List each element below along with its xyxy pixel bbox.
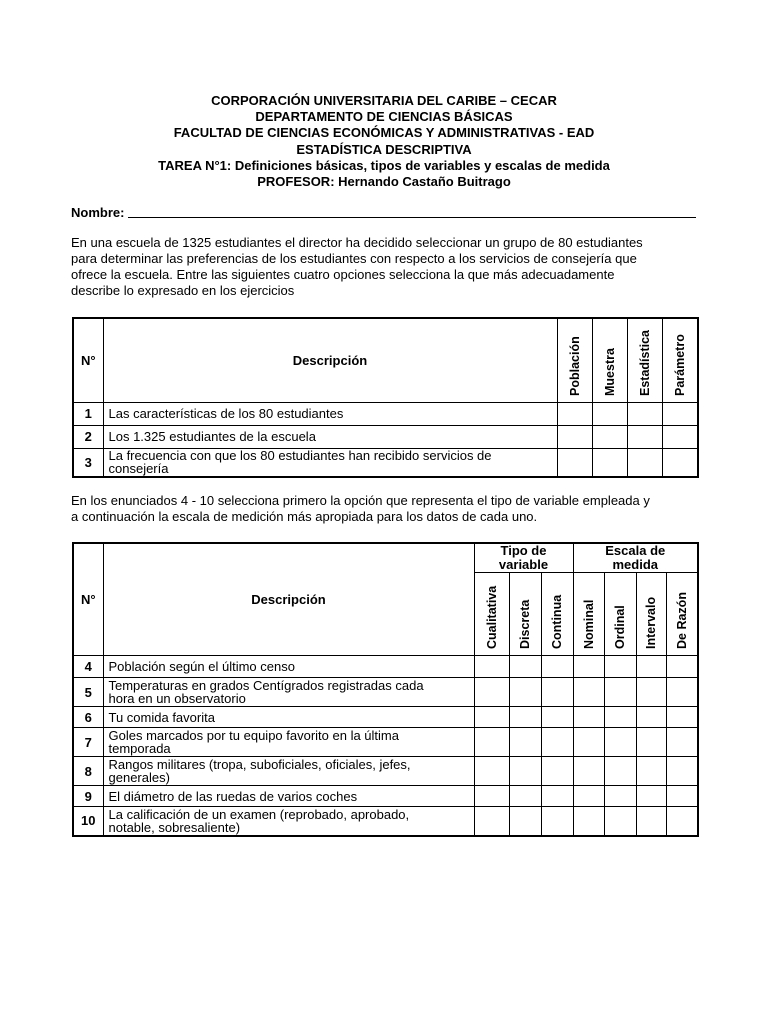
- paragraph-line: a continuación la escala de medición más apropiada para los datos de cada uno.: [71, 509, 538, 524]
- department-name: DEPARTAMENTO DE CIENCIAS BÁSICAS: [255, 109, 513, 125]
- answer-cell[interactable]: [604, 656, 636, 678]
- answer-cell[interactable]: [474, 678, 509, 707]
- name-field-row: [71, 202, 696, 220]
- table-row: [73, 425, 698, 448]
- table-row: [73, 678, 698, 707]
- answer-cell[interactable]: [604, 807, 636, 836]
- col-header-intervalo: [636, 573, 666, 656]
- answer-cell[interactable]: [509, 707, 541, 728]
- row-number: 7: [73, 728, 103, 757]
- answer-cell[interactable]: [557, 448, 592, 477]
- answer-cell[interactable]: [604, 707, 636, 728]
- table-row: [73, 728, 698, 757]
- group-label-line: medida: [612, 557, 658, 572]
- answer-cell[interactable]: [627, 448, 662, 477]
- answer-cell[interactable]: [509, 728, 541, 757]
- row-number: 5: [73, 678, 103, 707]
- answer-cell[interactable]: [509, 807, 541, 836]
- col-header-number: N°: [73, 543, 103, 656]
- answer-cell[interactable]: [474, 656, 509, 678]
- paragraph-line: En los enunciados 4 - 10 selecciona primero la opción que representa el tipo de variable empleada y: [71, 493, 650, 508]
- answer-cell[interactable]: [474, 786, 509, 807]
- answer-cell[interactable]: [604, 678, 636, 707]
- answer-cell[interactable]: [636, 656, 666, 678]
- desc-line: La frecuencia con que los 80 estudiantes han recibido servicios de: [108, 448, 492, 464]
- row-number: 8: [73, 757, 103, 786]
- group-header-tipo-variable: [474, 543, 573, 573]
- desc-line: La calificación de un examen (reprobado, aprobado,: [108, 806, 410, 822]
- header-label: Ordinal: [613, 605, 627, 649]
- answer-cell[interactable]: [573, 757, 604, 786]
- answer-cell[interactable]: [573, 678, 604, 707]
- paragraph-line: ofrece la escuela. Entre las siguientes cuatro opciones selecciona la que más adecuadamente: [71, 267, 615, 282]
- group-header-escala-medida: [573, 543, 698, 573]
- col-header-de-razon: [666, 573, 698, 656]
- desc-line: consejería: [108, 461, 169, 477]
- desc-line: Los 1.325 estudiantes de la escuela: [108, 429, 316, 444]
- answer-cell[interactable]: [573, 707, 604, 728]
- answer-cell[interactable]: [573, 656, 604, 678]
- desc-line: El diámetro de las ruedas de varios coches: [108, 788, 358, 804]
- col-header-description: Descripción: [103, 318, 557, 402]
- answer-cell[interactable]: [636, 728, 666, 757]
- answer-cell[interactable]: [541, 707, 573, 728]
- table-row: [73, 786, 698, 807]
- col-header-cualitativa: [474, 573, 509, 656]
- col-header-number: N°: [73, 318, 103, 402]
- answer-cell[interactable]: [627, 402, 662, 425]
- header-label: Estadística: [637, 329, 652, 396]
- answer-cell[interactable]: [474, 757, 509, 786]
- row-number: 4: [73, 656, 103, 678]
- answer-cell[interactable]: [636, 707, 666, 728]
- name-label: Nombre:: [71, 205, 125, 220]
- col-header-muestra: [592, 318, 627, 402]
- col-header-ordinal: [604, 573, 636, 656]
- course-name: ESTADÍSTICA DESCRIPTIVA: [296, 141, 472, 157]
- answer-cell[interactable]: [573, 807, 604, 836]
- answer-cell[interactable]: [509, 786, 541, 807]
- row-number: 10: [73, 807, 103, 836]
- desc-line: generales): [108, 770, 170, 785]
- desc-line: Tu comida favorita: [108, 709, 215, 725]
- document-header: [72, 93, 696, 190]
- table-group-header-row: [73, 543, 698, 573]
- answer-cell[interactable]: [666, 728, 698, 757]
- answer-cell[interactable]: [604, 728, 636, 757]
- row-number: 1: [73, 402, 103, 425]
- answer-cell[interactable]: [541, 728, 573, 757]
- answer-cell[interactable]: [573, 786, 604, 807]
- desc-line: Rangos militares (tropa, suboficiales, oficiales, jefes,: [108, 757, 411, 772]
- answer-cell[interactable]: [592, 402, 627, 425]
- row-description: [103, 448, 557, 477]
- row-number: 3: [73, 448, 103, 477]
- col-header-discreta: [509, 573, 541, 656]
- answer-cell[interactable]: [604, 757, 636, 786]
- table-row: [73, 807, 698, 836]
- row-description: [103, 757, 474, 786]
- header-label: Cualitativa: [484, 585, 499, 649]
- intro-paragraph-2: [71, 493, 701, 525]
- answer-cell[interactable]: [474, 807, 509, 836]
- answer-cell[interactable]: [474, 728, 509, 757]
- answer-cell[interactable]: [666, 656, 698, 678]
- row-description: [103, 425, 557, 448]
- desc-line: hora en un observatorio: [108, 691, 246, 706]
- header-label: Muestra: [602, 347, 617, 396]
- col-header-nominal: [573, 573, 604, 656]
- col-header-continua: [541, 573, 573, 656]
- answer-cell[interactable]: [604, 786, 636, 807]
- col-header-parametro: [662, 318, 698, 402]
- intro-paragraph-1: [71, 235, 701, 299]
- header-label: De Razón: [674, 592, 689, 649]
- answer-cell[interactable]: [557, 425, 592, 448]
- institution-name: CORPORACIÓN UNIVERSITARIA DEL CARIBE – CECAR: [211, 93, 557, 108]
- group-label-line: variable: [498, 557, 549, 572]
- header-label: Discreta: [518, 599, 532, 649]
- row-number: 6: [73, 707, 103, 728]
- desc-line: Población según el último censo: [108, 659, 295, 674]
- answer-cell[interactable]: [636, 678, 666, 707]
- name-blank-line[interactable]: [128, 205, 696, 218]
- header-label: Intervalo: [644, 596, 658, 649]
- group-label-line: Tipo de: [500, 543, 547, 558]
- answer-cell[interactable]: [474, 707, 509, 728]
- answer-cell[interactable]: [592, 425, 627, 448]
- table-row: [73, 656, 698, 678]
- col-header-poblacion: [557, 318, 592, 402]
- variables-table: [72, 542, 699, 837]
- desc-line: Goles marcados por tu equipo favorito en la última: [108, 728, 399, 743]
- answer-cell[interactable]: [509, 757, 541, 786]
- definitions-table: [72, 317, 699, 478]
- answer-cell[interactable]: [666, 786, 698, 807]
- answer-cell[interactable]: [662, 402, 698, 425]
- table-row: [73, 402, 698, 425]
- desc-line: Las características de los 80 estudiantes: [108, 406, 344, 421]
- row-description: [103, 707, 474, 728]
- row-description: [103, 678, 474, 707]
- answer-cell[interactable]: [636, 807, 666, 836]
- group-label-line: Escala de: [605, 543, 666, 558]
- row-description: [103, 728, 474, 757]
- faculty-name: FACULTAD DE CIENCIAS ECONÓMICAS Y ADMINISTRATIVAS - EAD: [173, 125, 595, 141]
- row-description: [103, 402, 557, 425]
- answer-cell[interactable]: [666, 807, 698, 836]
- table-row: [73, 448, 698, 477]
- answer-cell[interactable]: [541, 678, 573, 707]
- header-label: Población: [567, 335, 582, 396]
- header-label: Parámetro: [672, 333, 687, 396]
- answer-cell[interactable]: [573, 728, 604, 757]
- paragraph-line: describe lo expresado en los ejercicios: [71, 283, 295, 298]
- desc-line: notable, sobresaliente): [108, 819, 241, 835]
- answer-cell[interactable]: [557, 402, 592, 425]
- answer-cell[interactable]: [541, 656, 573, 678]
- table-row: [73, 707, 698, 728]
- desc-line: Temperaturas en grados Centígrados registradas cada: [108, 678, 424, 693]
- answer-cell[interactable]: [592, 448, 627, 477]
- row-description: [103, 786, 474, 807]
- paragraph-line: para determinar las preferencias de los estudiantes con respecto a los servicios de consejería que: [71, 251, 637, 266]
- header-label: Nominal: [581, 599, 596, 649]
- table-header-row: [73, 318, 698, 402]
- answer-cell[interactable]: [627, 425, 662, 448]
- answer-cell[interactable]: [541, 757, 573, 786]
- row-description: [103, 807, 474, 836]
- answer-cell[interactable]: [509, 656, 541, 678]
- header-label: Continua: [550, 594, 564, 649]
- desc-line: temporada: [108, 741, 171, 756]
- answer-cell[interactable]: [636, 757, 666, 786]
- answer-cell[interactable]: [666, 678, 698, 707]
- answer-cell[interactable]: [636, 786, 666, 807]
- table-row: [73, 757, 698, 786]
- col-header-estadistica: [627, 318, 662, 402]
- row-description: [103, 656, 474, 678]
- answer-cell[interactable]: [662, 425, 698, 448]
- row-number: 2: [73, 425, 103, 448]
- answer-cell[interactable]: [666, 757, 698, 786]
- answer-cell[interactable]: [509, 678, 541, 707]
- answer-cell[interactable]: [541, 786, 573, 807]
- row-number: 9: [73, 786, 103, 807]
- col-header-description: Descripción: [103, 543, 474, 656]
- assignment-title: TAREA N°1: Definiciones básicas, tipos de variables y escalas de medida: [158, 157, 610, 173]
- paragraph-line: En una escuela de 1325 estudiantes el director ha decidido seleccionar un grupo de 80 estudiantes: [71, 235, 643, 250]
- answer-cell[interactable]: [541, 807, 573, 836]
- answer-cell[interactable]: [666, 707, 698, 728]
- answer-cell[interactable]: [662, 448, 698, 477]
- professor-name: PROFESOR: Hernando Castaño Buitrago: [257, 174, 511, 190]
